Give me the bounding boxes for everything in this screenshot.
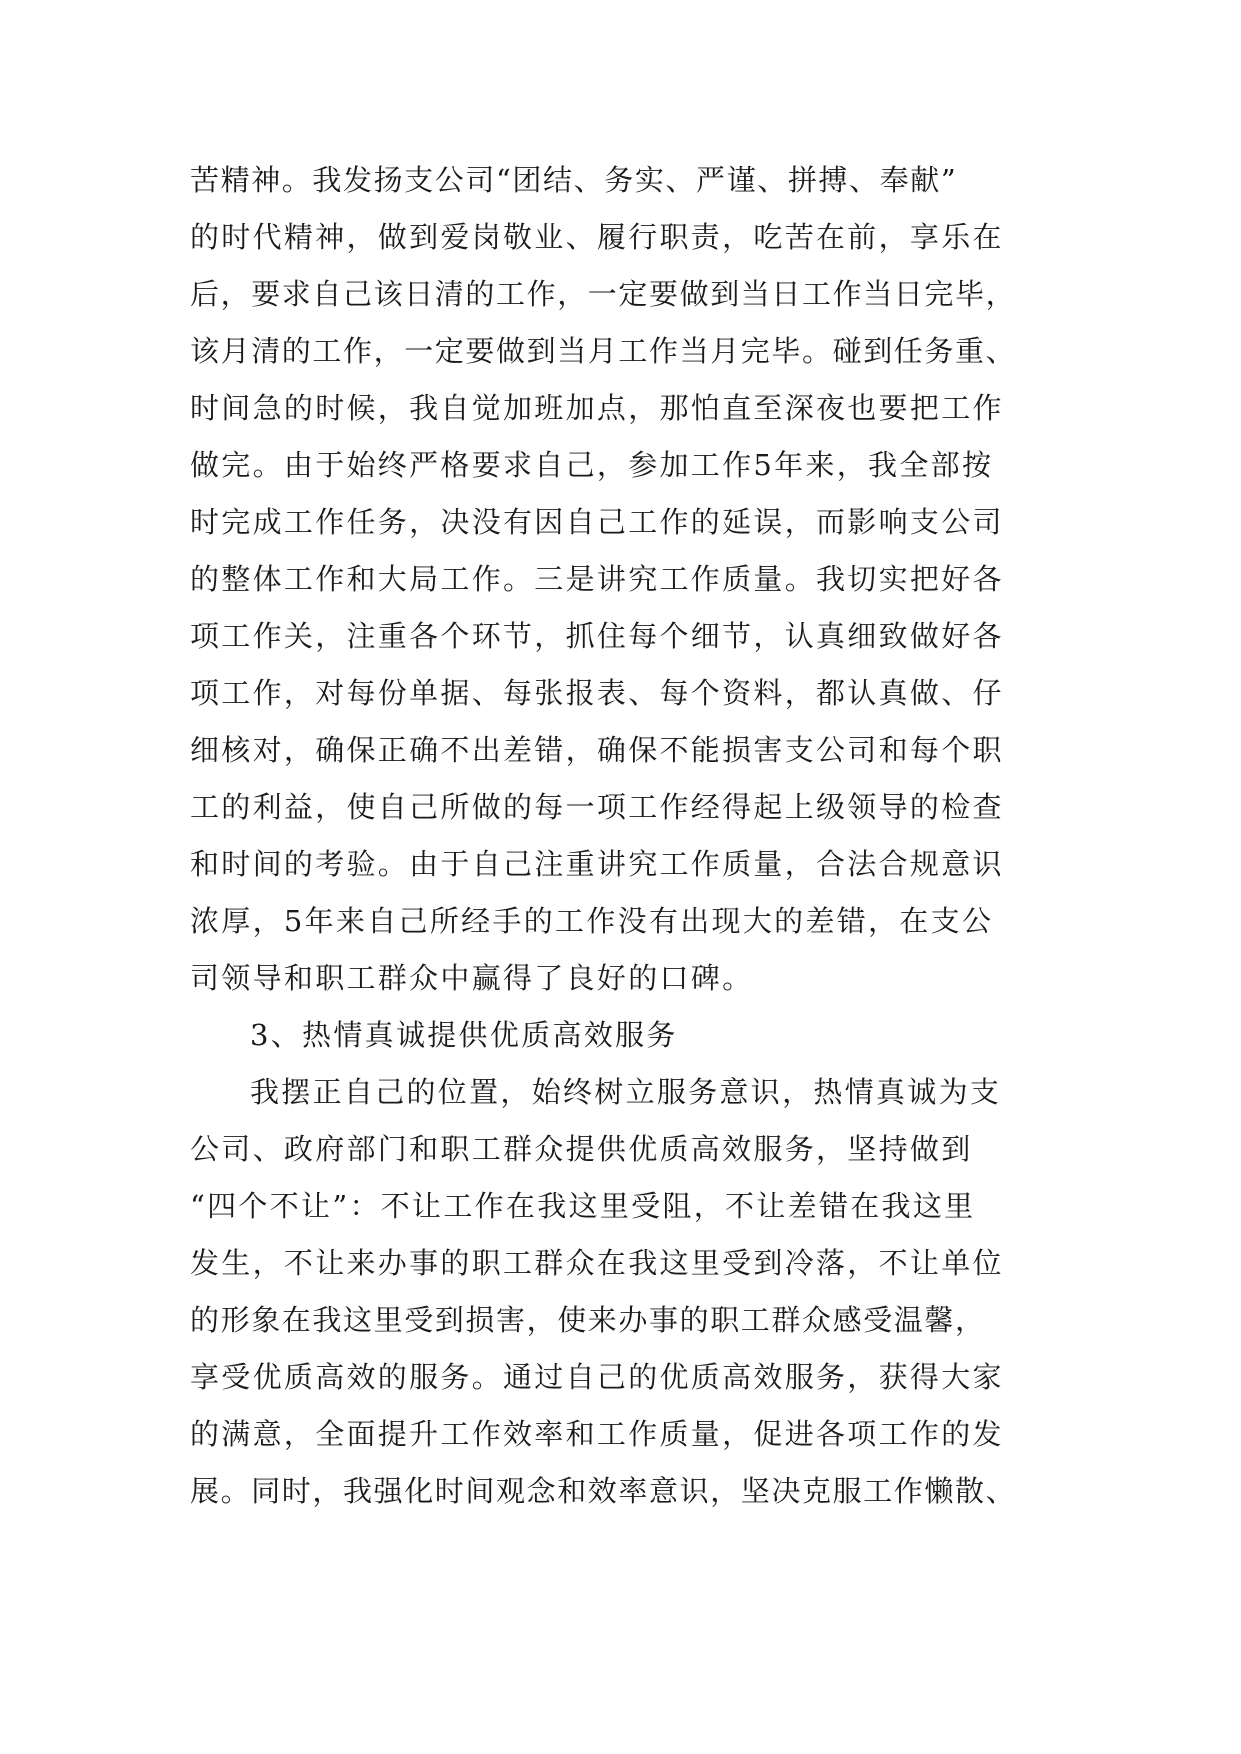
text-line: 做完。由于始终严格要求自己，参加工作5年来，我全部按	[190, 448, 994, 482]
text-line: 项工作，对每份单据、每张报表、每个资料，都认真做、仔	[190, 676, 1004, 710]
text-line: 工的利益，使自己所做的每一项工作经得起上级领导的检查	[190, 790, 1004, 824]
text-line: 的时代精神，做到爱岗敬业、履行职责，吃苦在前，享乐在	[190, 220, 1004, 254]
text-line: 和时间的考验。由于自己注重讲究工作质量，合法合规意识	[190, 847, 1004, 881]
text-line: 浓厚，5年来自己所经手的工作没有出现大的差错，在支公	[190, 904, 994, 938]
text-line: 展。同时，我强化时间观念和效率意识，坚决克服工作懒散、	[190, 1474, 1017, 1508]
text-line: 的形象在我这里受到损害，使来办事的职工群众感受温馨，	[190, 1303, 986, 1337]
text-line: 的整体工作和大局工作。三是讲究工作质量。我切实把好各	[190, 562, 1004, 596]
text-line: 细核对，确保正确不出差错，确保不能损害支公司和每个职	[190, 733, 1004, 767]
section-heading: 3、热情真诚提供优质高效服务	[250, 1018, 678, 1052]
text-line: 我摆正自己的位置，始终树立服务意识，热情真诚为支	[250, 1075, 1002, 1109]
text-line: 享受优质高效的服务。通过自己的优质高效服务，获得大家	[190, 1360, 1004, 1394]
text-line: 项工作关，注重各个环节，抓住每个细节，认真细致做好各	[190, 619, 1004, 653]
text-line: 时完成工作任务，决没有因自己工作的延误，而影响支公司	[190, 505, 1004, 539]
text-line: 的满意，全面提升工作效率和工作质量，促进各项工作的发	[190, 1417, 1004, 1451]
text-line: 时间急的时候，我自觉加班加点，那怕直至深夜也要把工作	[190, 391, 1004, 425]
text-line: 公司、政府部门和职工群众提供优质高效服务，坚持做到	[190, 1132, 973, 1166]
text-line: “四个不让”：不让工作在我这里受阻，不让差错在我这里	[190, 1189, 976, 1223]
body-text	[190, 152, 1070, 1520]
text-line: 后，要求自己该日清的工作，一定要做到当日工作当日完毕，	[190, 277, 1017, 311]
text-line: 司领导和职工群众中赢得了良好的口碑。	[190, 961, 754, 995]
text-line: 发生，不让来办事的职工群众在我这里受到冷落，不让单位	[190, 1246, 1004, 1280]
text-line: 苦精神。我发扬支公司“团结、务实、严谨、拼搏、奉献”	[190, 163, 958, 197]
text-line: 该月清的工作，一定要做到当月工作当月完毕。碰到任务重、	[190, 334, 1017, 368]
